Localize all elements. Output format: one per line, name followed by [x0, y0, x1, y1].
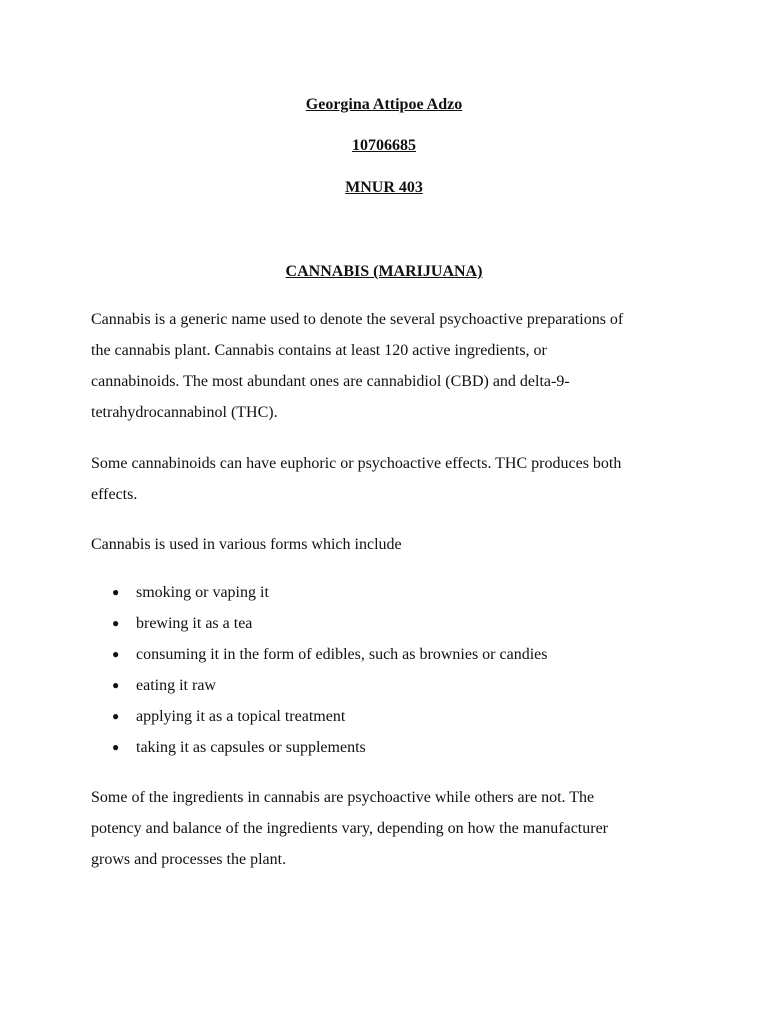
author-name: Georgina Attipoe Adzo	[305, 96, 463, 113]
bullet-icon: ●	[112, 709, 120, 723]
student-id: 10706685	[352, 137, 416, 154]
paragraph-line: the cannabis plant. Cannabis contains at least 120 active ingredients, or	[91, 342, 547, 359]
paragraph-line: Some cannabinoids can have euphoric or psychoactive effects. THC produces both	[91, 455, 622, 472]
paragraph-line: tetrahydrocannabinol (THC).	[91, 404, 278, 421]
list-item	[91, 608, 691, 639]
bullet-icon: ●	[112, 678, 120, 692]
bullet-icon: ●	[112, 616, 120, 630]
list-item	[91, 670, 691, 701]
bullet-icon: ●	[112, 740, 120, 754]
forms-intro-paragraph	[91, 529, 691, 560]
list-item-text: eating it raw	[136, 677, 216, 694]
ingredients-paragraph	[91, 782, 691, 875]
list-item	[91, 701, 691, 732]
bullet-icon: ●	[112, 647, 120, 661]
paragraph-line: Cannabis is used in various forms which include	[91, 536, 402, 553]
effects-paragraph	[91, 448, 691, 510]
paragraph-line: effects.	[91, 486, 138, 503]
document-title: CANNABIS (MARIJUANA)	[285, 263, 483, 280]
intro-paragraph	[91, 304, 691, 428]
list-item-text: taking it as capsules or supplements	[136, 739, 366, 756]
list-item-text: brewing it as a tea	[136, 615, 253, 632]
paragraph-line: cannabinoids. The most abundant ones are cannabidiol (CBD) and delta-9-	[91, 373, 570, 390]
paragraph-line: Some of the ingredients in cannabis are psychoactive while others are not. The	[91, 789, 595, 806]
list-item-text: applying it as a topical treatment	[136, 708, 346, 725]
list-item	[91, 732, 691, 763]
list-item	[91, 577, 691, 608]
bullet-icon: ●	[112, 585, 120, 599]
forms-list	[91, 577, 691, 763]
list-item	[91, 639, 691, 670]
course-code: MNUR 403	[345, 179, 423, 196]
paragraph-line: grows and processes the plant.	[91, 851, 287, 868]
paragraph-line: Cannabis is a generic name used to denote the several psychoactive preparations of	[91, 311, 624, 328]
paragraph-line: potency and balance of the ingredients vary, depending on how the manufacturer	[91, 820, 608, 837]
list-item-text: smoking or vaping it	[136, 584, 269, 601]
list-item-text: consuming it in the form of edibles, such as brownies or candies	[136, 646, 548, 663]
